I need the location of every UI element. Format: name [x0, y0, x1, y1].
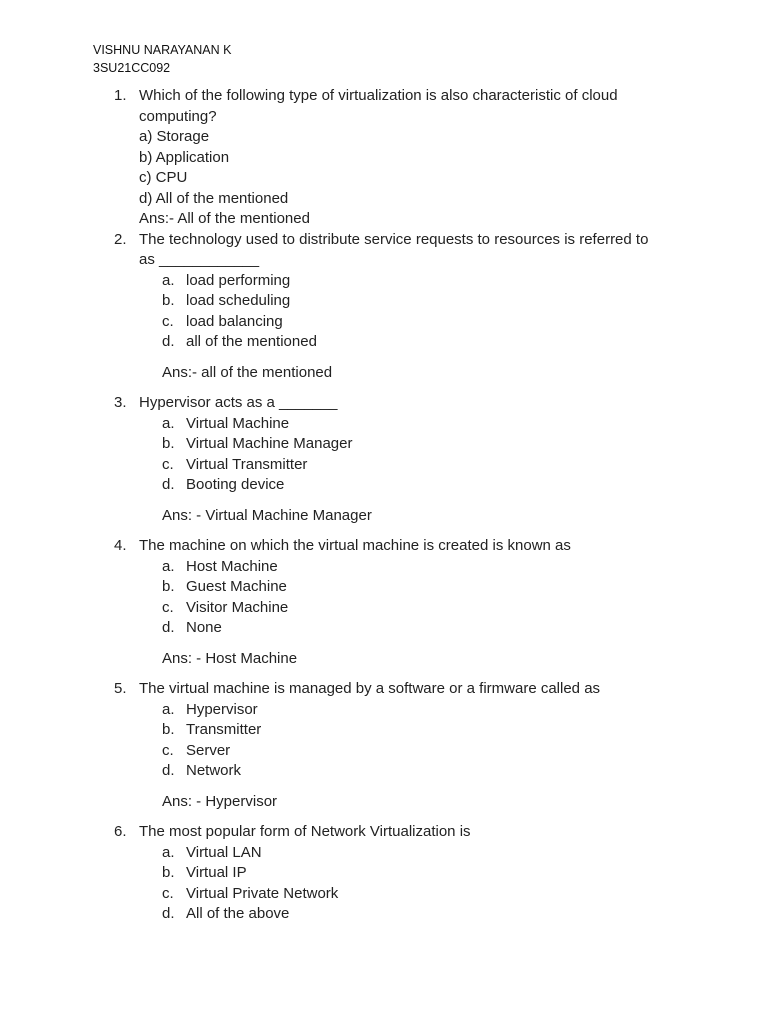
option-text: Virtual Transmitter — [186, 455, 308, 473]
question-number: 1. — [114, 87, 127, 104]
student-id: 3SU21CC092 — [93, 61, 171, 75]
option-text: Virtual Machine Manager — [186, 435, 353, 452]
question-text: The technology used to distribute service requests to resources is referred to — [139, 230, 649, 248]
question-text: The most popular form of Network Virtualization is — [139, 823, 471, 840]
question-text: Which of the following type of virtualization is also characteristic of cloud — [139, 87, 618, 104]
option-text: Virtual Machine — [186, 414, 290, 432]
option-text: Server — [186, 741, 231, 759]
document-header — [93, 41, 231, 77]
question-3 — [0, 393, 768, 536]
option-letter: a. — [162, 700, 175, 718]
option-d — [0, 761, 768, 782]
option-letter: b. — [162, 721, 175, 738]
question-1 — [0, 86, 768, 230]
option-c — [0, 312, 768, 333]
option-letter: a. — [162, 414, 175, 432]
option-text: Virtual Private Network — [186, 884, 339, 902]
option-b — [0, 863, 768, 884]
question-text: as ____________ — [139, 251, 260, 268]
question-4 — [0, 536, 768, 679]
option-text: load balancing — [186, 312, 283, 330]
option-letter: b. — [162, 292, 175, 309]
option-letter: d. — [162, 333, 175, 350]
option-letter: c. — [162, 312, 174, 330]
option-text: None — [186, 619, 222, 636]
option-a — [0, 557, 768, 578]
answer-text: Ans: - Virtual Machine Manager — [162, 506, 372, 524]
option-letter: b. — [162, 435, 175, 452]
question-number: 5. — [114, 680, 127, 697]
option-text: All of the above — [186, 905, 290, 922]
answer-text: Ans: - Hypervisor — [162, 792, 278, 810]
option-text: Guest Machine — [186, 578, 287, 595]
option-text: Booting device — [186, 476, 285, 493]
option-a — [0, 271, 768, 292]
option-d — [0, 618, 768, 639]
option-c — [0, 598, 768, 619]
question-5 — [0, 679, 768, 822]
option-text: d) All of the mentioned — [139, 189, 289, 207]
option-letter: d. — [162, 476, 175, 493]
answer-text: Ans: - Host Machine — [162, 649, 298, 667]
question-text: computing? — [139, 107, 217, 125]
question-text: The machine on which the virtual machine is created is known as — [139, 537, 571, 554]
question-number: 6. — [114, 823, 127, 840]
option-text: load performing — [186, 271, 291, 289]
option-b — [0, 577, 768, 598]
option-b — [0, 291, 768, 312]
question-number: 3. — [114, 394, 127, 411]
question-number: 2. — [114, 230, 127, 248]
option-text: Host Machine — [186, 557, 278, 575]
question-number: 4. — [114, 537, 127, 554]
option-text: Transmitter — [186, 721, 262, 738]
option-letter: d. — [162, 762, 175, 779]
option-text: Virtual IP — [186, 864, 247, 881]
question-2 — [0, 230, 768, 394]
option-letter: c. — [162, 741, 174, 759]
option-c — [0, 741, 768, 762]
answer-text: Ans:- all of the mentioned — [162, 363, 333, 381]
student-name: VISHNU NARAYANAN K — [93, 43, 232, 57]
option-text: a) Storage — [139, 128, 210, 145]
option-text: Hypervisor — [186, 700, 258, 718]
option-d — [0, 332, 768, 353]
question-text: The virtual machine is managed by a software or a firmware called as — [139, 680, 601, 697]
option-text: load scheduling — [186, 292, 291, 309]
option-c — [0, 884, 768, 905]
option-letter: c. — [162, 884, 174, 902]
option-c — [0, 455, 768, 476]
option-a — [0, 700, 768, 721]
option-d — [0, 904, 768, 925]
option-text: Network — [186, 762, 242, 779]
option-b — [0, 720, 768, 741]
option-a — [0, 414, 768, 435]
question-6 — [0, 822, 768, 925]
option-letter: c. — [162, 598, 174, 616]
option-b — [0, 434, 768, 455]
option-letter: d. — [162, 905, 175, 922]
option-letter: d. — [162, 619, 175, 636]
question-text: Hypervisor acts as a _______ — [139, 394, 338, 411]
option-a — [0, 843, 768, 864]
option-letter: b. — [162, 578, 175, 595]
option-d — [0, 475, 768, 496]
option-letter: a. — [162, 557, 175, 575]
option-letter: c. — [162, 455, 174, 473]
option-text: Visitor Machine — [186, 598, 289, 616]
option-text: all of the mentioned — [186, 333, 317, 350]
option-letter: a. — [162, 843, 175, 861]
option-text: Virtual LAN — [186, 843, 262, 861]
option-text: c) CPU — [139, 169, 188, 186]
option-letter: a. — [162, 271, 175, 289]
question-list — [0, 86, 768, 925]
option-letter: b. — [162, 864, 175, 881]
option-text: b) Application — [139, 148, 230, 166]
answer-text: Ans:- All of the mentioned — [139, 210, 310, 227]
